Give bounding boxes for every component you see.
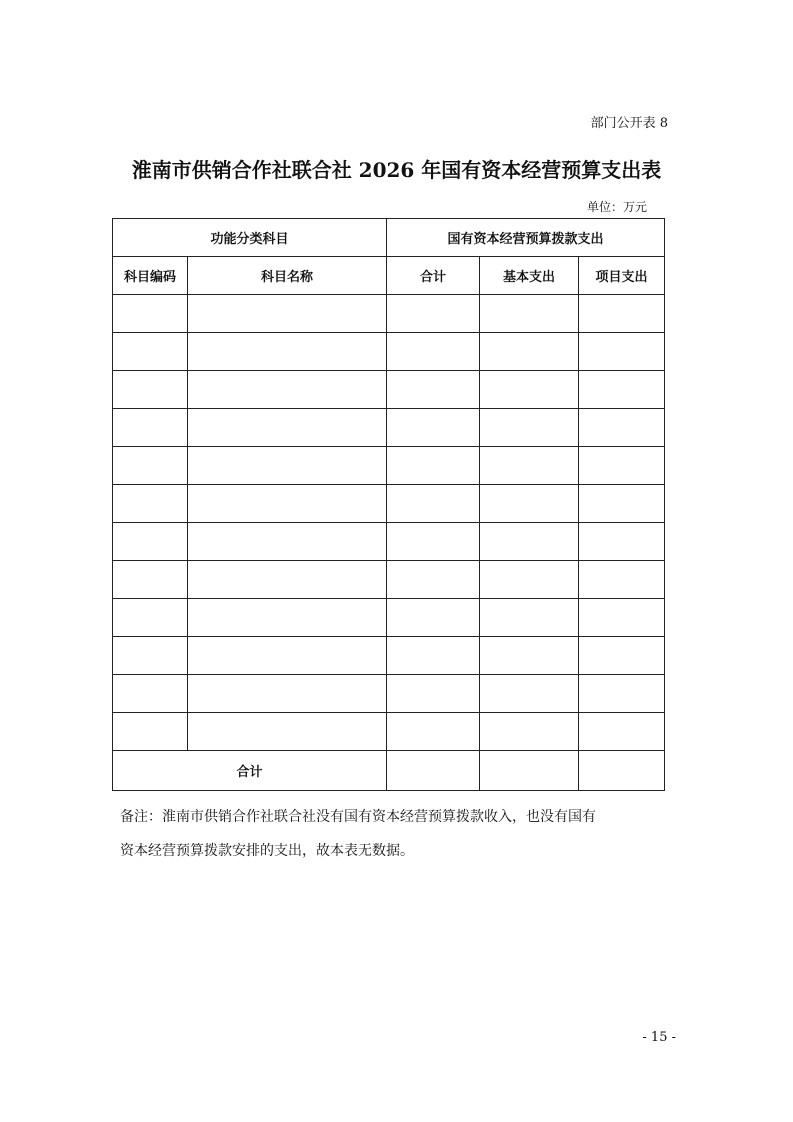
table-row (113, 675, 665, 713)
cell-project (579, 447, 665, 485)
cell-basic (480, 523, 579, 561)
cell-code (113, 713, 188, 751)
cell-basic (480, 599, 579, 637)
cell-code (113, 447, 188, 485)
table-row (113, 295, 665, 333)
table-total-row (113, 751, 665, 791)
remark-line-2: 资本经营预算拨款安排的支出，故本表无数据。 (120, 843, 414, 859)
cell-total (387, 561, 480, 599)
table-remark (120, 800, 680, 868)
cell-basic (480, 371, 579, 409)
cell-name (188, 523, 387, 561)
table-row (113, 713, 665, 751)
table-body (113, 295, 665, 751)
cell-total (387, 523, 480, 561)
cell-basic (480, 295, 579, 333)
header-subject-name: 科目名称 (188, 257, 387, 295)
cell-name (188, 713, 387, 751)
table-group-header-row (113, 219, 665, 257)
cell-project (579, 409, 665, 447)
table-row (113, 447, 665, 485)
cell-total (387, 485, 480, 523)
cell-basic (480, 713, 579, 751)
cell-total (387, 295, 480, 333)
cell-code (113, 295, 188, 333)
cell-basic (480, 485, 579, 523)
cell-name (188, 561, 387, 599)
header-project-expenditure: 项目支出 (579, 257, 665, 295)
cell-code (113, 675, 188, 713)
unit-label: 单位：万元 (586, 200, 647, 214)
cell-total (387, 371, 480, 409)
cell-total (387, 409, 480, 447)
cell-code (113, 333, 188, 371)
table-number-label: 部门公开表 8 (590, 116, 668, 131)
header-subject-code: 科目编码 (113, 257, 188, 295)
total-cell-total (387, 751, 480, 791)
total-row-label: 合计 (113, 751, 387, 791)
table-row (113, 409, 665, 447)
cell-basic (480, 675, 579, 713)
cell-basic (480, 637, 579, 675)
table-row (113, 637, 665, 675)
cell-name (188, 333, 387, 371)
table-row (113, 333, 665, 371)
cell-name (188, 295, 387, 333)
budget-expenditure-table (112, 218, 665, 791)
cell-name (188, 637, 387, 675)
cell-total (387, 713, 480, 751)
cell-name (188, 371, 387, 409)
cell-project (579, 371, 665, 409)
header-basic-expenditure: 基本支出 (480, 257, 579, 295)
cell-basic (480, 409, 579, 447)
table-row (113, 485, 665, 523)
cell-project (579, 713, 665, 751)
cell-project (579, 637, 665, 675)
cell-project (579, 485, 665, 523)
table-row (113, 523, 665, 561)
cell-project (579, 675, 665, 713)
cell-total (387, 333, 480, 371)
cell-basic (480, 561, 579, 599)
cell-total (387, 637, 480, 675)
cell-code (113, 523, 188, 561)
cell-total (387, 447, 480, 485)
cell-code (113, 599, 188, 637)
table-row (113, 599, 665, 637)
cell-name (188, 675, 387, 713)
cell-project (579, 333, 665, 371)
header-total: 合计 (387, 257, 480, 295)
table-row (113, 371, 665, 409)
cell-total (387, 599, 480, 637)
cell-project (579, 523, 665, 561)
page-number: - 15 - (642, 1030, 676, 1045)
cell-basic (480, 333, 579, 371)
cell-code (113, 371, 188, 409)
cell-project (579, 561, 665, 599)
cell-name (188, 599, 387, 637)
cell-name (188, 485, 387, 523)
cell-project (579, 599, 665, 637)
cell-code (113, 637, 188, 675)
cell-name (188, 447, 387, 485)
cell-code (113, 485, 188, 523)
cell-code (113, 561, 188, 599)
cell-project (579, 295, 665, 333)
header-functional-class: 功能分类科目 (113, 219, 387, 257)
cell-code (113, 409, 188, 447)
page-title: 淮南市供销合作社联合社 2026 年国有资本经营预算支出表 (131, 158, 662, 182)
total-cell-project (579, 751, 665, 791)
remark-line-1: 备注：淮南市供销合作社联合社没有国有资本经营预算拨款收入，也没有国有 (120, 809, 596, 825)
cell-basic (480, 447, 579, 485)
total-cell-basic (480, 751, 579, 791)
header-appropriation-expenditure: 国有资本经营预算拨款支出 (387, 219, 665, 257)
cell-name (188, 409, 387, 447)
table-row (113, 561, 665, 599)
table-column-header-row (113, 257, 665, 295)
cell-total (387, 675, 480, 713)
